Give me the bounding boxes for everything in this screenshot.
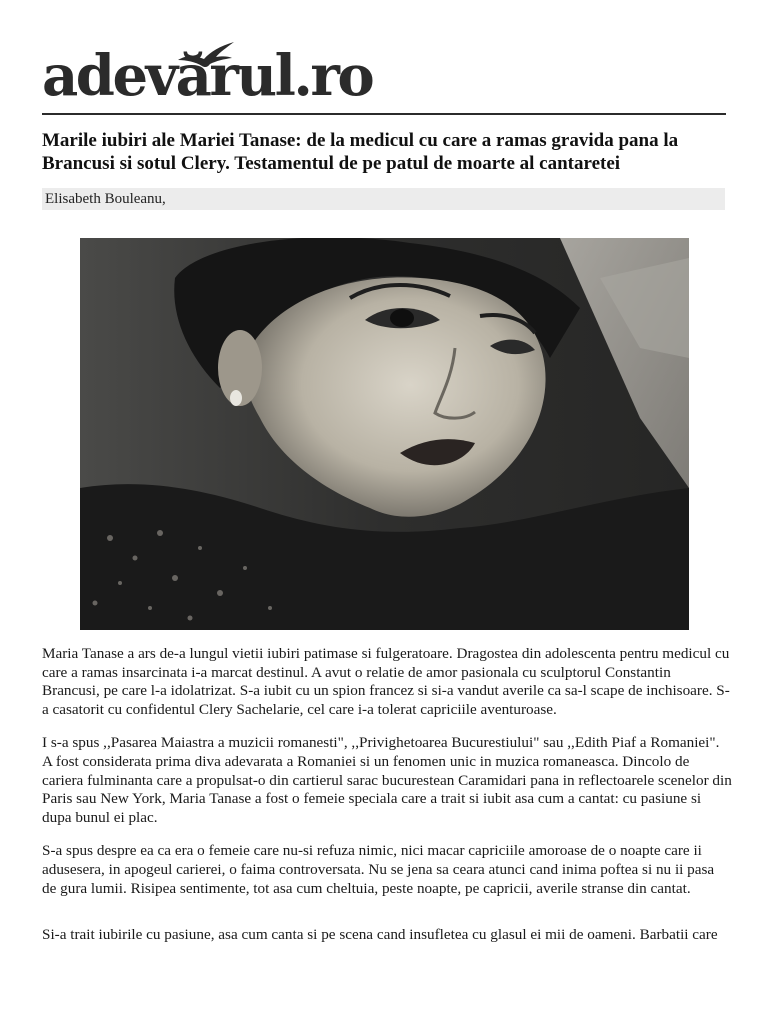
site-logo[interactable]: adevărul.ro <box>42 43 373 109</box>
article-paragraph: Maria Tanase a ars de-a lungul vietii iubiri patimase si fulgeratoare. Dragostea din adolescenta pentru medicul cu care a ramas insarcinata i-a marcat destinul. A avut o relatie de amor pasionala cu sculptorul Constantin Brancusi, pe care l-a idolatrizat. S-a iubit cu un spion francez si si-a vandut averile ca sa-l scape de inchisoare. S-a casatorit cu confidentul Clery Sachelarie, cel care i-a tolerat capriciile aventuroase. <box>42 645 730 718</box>
author-byline[interactable]: Elisabeth Bouleanu, <box>42 188 725 210</box>
article-paragraph: S-a spus despre ea ca era o femeie care nu-si refuza nimic, nici macar capriciile amoroase de o noapte care ii adusesera, in apogeul carierei, o faima controversata. Nu se jena sa ceara atunci cand inima poftea si nu ii pasa de gura lumii. Risipea sentimente, tot asa cum cheltuia, peste noapte, pe capricii, averile stranse din cantat. <box>42 842 715 897</box>
article-paragraph: Si-a trait iubirile cu pasiune, asa cum canta si pe scena cand insufletea cu glasul ei mii de oameni. Barbatii care <box>42 926 718 944</box>
eagle-icon <box>174 40 236 70</box>
masthead-rule <box>42 113 726 115</box>
article-body <box>42 645 732 960</box>
article-title: Marile iubiri ale Mariei Tanase: de la medicul cu care a ramas gravida pana la Brancusi si sotul Clery. Testamentul de pe patul de moarte al cantaretei <box>42 130 679 174</box>
article-paragraph: I s-a spus ,,Pasarea Maiastra a muzicii romanesti", ,,Privighetoarea Bucurestiului" sau ,,Edith Piaf a Romaniei". A fost considerata prima diva adevarata a Romaniei si un fenomen unic in muzica romaneasca. Dincolo de cariera fulminanta care a propulsat-o din cartierul sarac bucurestean Caramidari pana in reflectoarele scenelor din Paris sau New York, Maria Tanase a fost o femeie speciala care a trait si iubit asa cum a cantat: cu pasiune si dupa bunul ei plac. <box>42 734 732 826</box>
masthead <box>42 40 726 112</box>
portrait-photo <box>80 238 689 630</box>
